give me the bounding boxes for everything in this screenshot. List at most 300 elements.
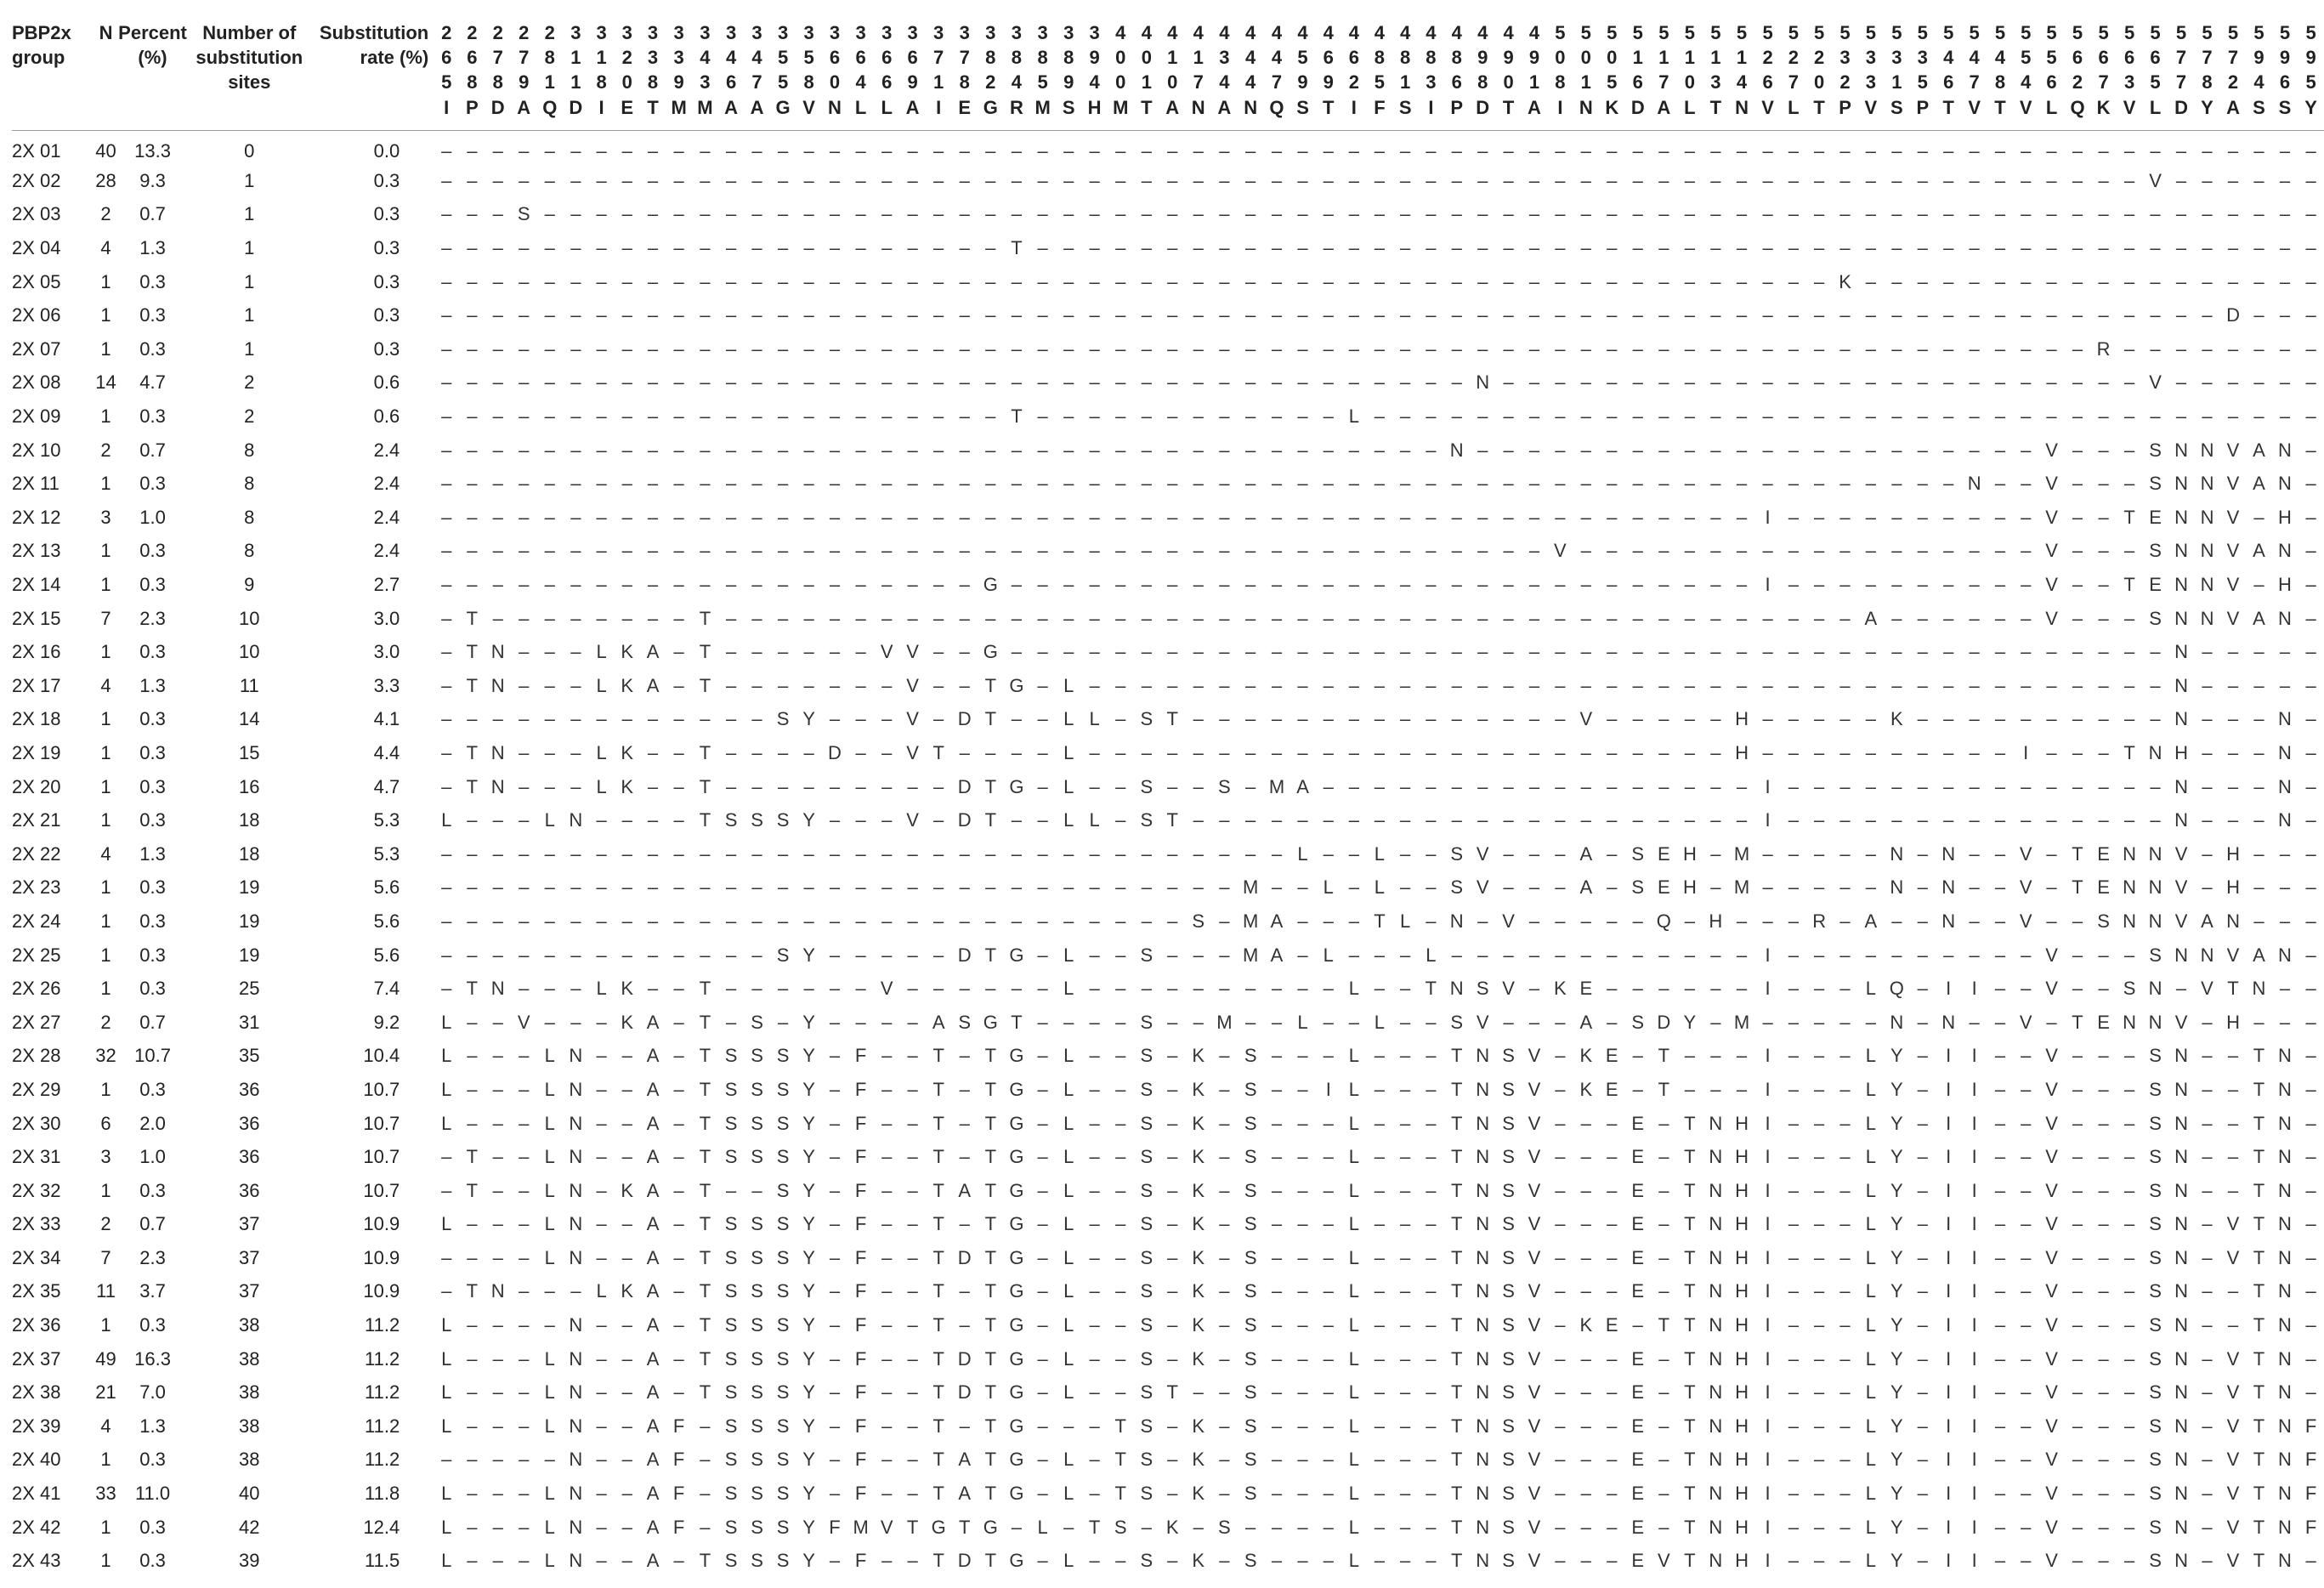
residue-cell: – (2123, 641, 2135, 663)
residue-cell: – (1400, 439, 1411, 461)
residue-cell: – (441, 473, 452, 495)
residue-cell: – (492, 506, 503, 528)
residue-cell: K (621, 1179, 634, 1201)
residue-cell: N (2200, 439, 2214, 461)
reference-residue: G (775, 97, 791, 118)
sites-cell: 42 (239, 1516, 260, 1538)
residue-cell: – (1839, 809, 1851, 831)
residue-cell: – (1607, 1483, 1618, 1505)
residue-cell: T (2253, 1179, 2265, 1201)
residue-cell: – (1632, 674, 1643, 696)
position-digit: 1 (1684, 47, 1695, 68)
residue-cell: – (1814, 775, 1825, 797)
residue-cell: – (1736, 304, 1748, 326)
position-digit: 0 (1115, 47, 1126, 68)
residue-cell: – (959, 270, 970, 292)
residue-cell: – (1323, 1415, 1334, 1437)
residue-cell: E (2097, 842, 2110, 865)
residue-cell: – (1684, 406, 1695, 428)
residue-cell: K (1165, 1516, 1179, 1538)
residue-cell: – (1607, 809, 1618, 831)
residue-cell: – (933, 540, 944, 562)
position-digit: 9 (1323, 71, 1334, 93)
residue-cell: – (441, 1246, 452, 1268)
residue-cell: – (829, 371, 841, 394)
residue-cell: I (1765, 1213, 1771, 1235)
residue-cell: N (2226, 910, 2240, 932)
position-digit: 4 (1271, 22, 1283, 43)
residue-cell: – (1865, 473, 1876, 495)
residue-cell: S (2149, 1045, 2162, 1067)
residue-cell: – (673, 169, 684, 191)
residue-cell: – (1063, 439, 1074, 461)
residue-cell: – (673, 1347, 684, 1370)
residue-cell: – (2202, 876, 2213, 899)
residue-cell: – (673, 674, 684, 696)
position-digit: 3 (1037, 22, 1048, 43)
residue-cell: – (1607, 741, 1618, 763)
table-header-row (12, 15, 2324, 131)
residue-cell: V (2226, 1246, 2240, 1268)
residue-cell: – (544, 574, 555, 596)
residue-cell: – (1658, 944, 1669, 966)
residue-cell: – (2305, 674, 2316, 696)
residue-cell: T (984, 708, 997, 730)
residue-cell: – (1167, 1246, 1178, 1268)
residue-cell: – (1374, 1415, 1386, 1437)
residue-cell: Y (1890, 1415, 1903, 1437)
group-cell: 2X 33 (12, 1213, 61, 1235)
residue-cell: – (1788, 1449, 1799, 1471)
residue-cell: – (1684, 506, 1695, 528)
residue-cell: – (1788, 741, 1799, 763)
residue-cell: – (1400, 169, 1411, 191)
residue-cell: – (1503, 270, 1514, 292)
residue-cell: L (1063, 1314, 1074, 1336)
residue-cell: – (1011, 876, 1023, 899)
residue-cell: – (1891, 944, 1902, 966)
residue-cell: – (441, 842, 452, 865)
residue-cell: V (2174, 876, 2188, 899)
residue-cell: – (1297, 1213, 1308, 1235)
sites-cell: 8 (244, 506, 255, 528)
residue-cell: T (699, 1381, 711, 1404)
residue-cell: – (1994, 1246, 2006, 1268)
residue-cell: T (1114, 1449, 1126, 1471)
residue-cell: – (907, 1179, 918, 1201)
residue-cell: – (1943, 169, 1954, 191)
residue-cell: – (2227, 1078, 2239, 1100)
rate-cell: 10.9 (363, 1280, 400, 1302)
residue-cell: T (1450, 1314, 1463, 1336)
residue-cell: E (1657, 842, 1670, 865)
residue-cell: – (1580, 1280, 1591, 1302)
residue-cell: V (1528, 1246, 1541, 1268)
residue-cell: S (1476, 978, 1489, 1000)
residue-cell: – (1503, 371, 1514, 394)
residue-cell: – (1037, 641, 1048, 663)
position-digit: 8 (492, 71, 503, 93)
position-header (2117, 15, 2142, 131)
position-digit: 4 (1736, 71, 1748, 93)
residue-cell: – (1089, 540, 1100, 562)
residue-cell: T (1684, 1246, 1696, 1268)
rate-cell: 5.3 (373, 842, 400, 865)
residue-cell: – (1788, 1045, 1799, 1067)
residue-cell: – (1451, 574, 1462, 596)
residue-cell: – (2227, 371, 2239, 394)
residue-cell: – (1426, 1078, 1437, 1100)
residue-cell: S (2149, 439, 2162, 461)
residue-cell: – (1426, 270, 1437, 292)
residue-cell: S (1140, 1246, 1153, 1268)
residue-cell: – (1348, 473, 1359, 495)
residue-cell: – (1503, 304, 1514, 326)
residue-cell: – (596, 473, 607, 495)
residue-cell: – (1426, 371, 1437, 394)
residue-cell: – (959, 169, 970, 191)
residue-cell: – (2098, 607, 2109, 629)
reference-residue: M (671, 97, 687, 118)
residue-cell: – (1400, 1045, 1411, 1067)
residue-cell: – (673, 708, 684, 730)
residue-cell: H (2278, 574, 2292, 596)
rate-cell: 11.2 (365, 1381, 400, 1404)
residue-cell: – (2253, 270, 2264, 292)
percent-cell: 0.3 (139, 1078, 166, 1100)
residue-cell: L (1089, 708, 1100, 730)
position-digit: 5 (2150, 22, 2161, 43)
residue-cell: – (2305, 169, 2316, 191)
residue-cell: – (441, 506, 452, 528)
position-digit: 1 (1167, 47, 1178, 68)
residue-cell: – (1426, 775, 1437, 797)
residue-cell: – (1736, 641, 1748, 663)
position-digit: 4 (1245, 22, 1256, 43)
residue-cell: – (803, 978, 814, 1000)
residue-cell: – (1115, 641, 1126, 663)
residue-cell: – (1063, 641, 1074, 663)
residue-cell: S (751, 1483, 763, 1505)
residue-cell: Y (802, 809, 815, 831)
residue-cell: – (2046, 674, 2057, 696)
residue-cell: T (1450, 1078, 1463, 1100)
residue-cell: – (1632, 506, 1643, 528)
residue-cell: – (777, 540, 789, 562)
residue-cell: – (2021, 1449, 2032, 1471)
residue-cell: – (803, 574, 814, 596)
residue-cell: – (467, 1011, 478, 1033)
residue-cell: – (1917, 1112, 1928, 1134)
group-cell: 2X 41 (12, 1483, 61, 1505)
residue-cell: – (1245, 708, 1256, 730)
position-digit: 3 (1219, 47, 1230, 68)
residue-cell: – (1323, 674, 1334, 696)
residue-cell: – (1528, 607, 1540, 629)
residue-cell: – (647, 506, 659, 528)
residue-cell: L (1865, 1347, 1876, 1370)
residue-cell: – (1374, 1550, 1386, 1572)
sites-cell: 10 (239, 641, 260, 663)
residue-cell: – (777, 473, 789, 495)
residue-cell: T (1450, 1246, 1463, 1268)
rate-cell: 5.6 (373, 876, 400, 899)
residue-cell: – (570, 506, 581, 528)
residue-cell: – (1839, 607, 1851, 629)
reference-residue: A (517, 97, 531, 118)
residue-cell: – (1555, 1449, 1566, 1471)
residue-cell: – (1323, 1246, 1334, 1268)
residue-cell: – (1710, 506, 1721, 528)
residue-cell: – (1580, 674, 1591, 696)
residue-cell: I (1946, 1246, 1952, 1268)
residue-cell: – (1115, 139, 1126, 162)
residue-cell: N (2200, 607, 2214, 629)
residue-cell: – (2305, 203, 2316, 225)
residue-cell: – (1167, 842, 1178, 865)
residue-cell: – (1736, 809, 1748, 831)
residue-cell: – (1374, 237, 1386, 259)
position-header (1367, 15, 1392, 131)
residue-cell: – (1528, 910, 1540, 932)
residue-cell: – (2305, 1078, 2316, 1100)
residue-cell: F (854, 1213, 867, 1235)
residue-cell: – (2021, 1483, 2032, 1505)
residue-cell: – (1839, 203, 1851, 225)
residue-cell: – (1167, 1146, 1178, 1168)
residue-cell: – (2098, 1078, 2109, 1100)
residue-cell: – (1323, 809, 1334, 831)
residue-cell: N (569, 1246, 583, 1268)
residue-cell: – (2072, 1347, 2083, 1370)
residue-cell: – (881, 1179, 893, 1201)
residue-cell: – (570, 910, 581, 932)
residue-cell: – (467, 1246, 478, 1268)
residue-cell: – (596, 540, 607, 562)
residue-cell: – (1374, 1146, 1386, 1168)
percent-cell: 0.3 (139, 944, 166, 966)
residue-cell: – (2279, 842, 2291, 865)
residue-cell: F (854, 1483, 867, 1505)
substitution-table (12, 15, 2324, 1578)
residue-cell: – (1219, 944, 1230, 966)
residue-cell: – (959, 1415, 970, 1437)
residue-cell: – (1297, 203, 1308, 225)
residue-cell: – (441, 1449, 452, 1471)
residue-cell: – (1271, 1112, 1283, 1134)
rate-cell: 0.3 (373, 237, 400, 259)
n-cell: 1 (100, 1179, 111, 1201)
residue-cell: N (1709, 1213, 1723, 1235)
residue-cell: – (1555, 1045, 1566, 1067)
position-digit: 9 (1503, 47, 1514, 68)
residue-cell: – (519, 1516, 530, 1538)
sites-cell: 1 (244, 270, 255, 292)
residue-cell: – (1219, 876, 1230, 899)
residue-cell: – (596, 169, 607, 191)
residue-cell: – (1917, 1246, 1928, 1268)
residue-cell: T (984, 1045, 997, 1067)
residue-cell: – (1115, 1011, 1126, 1033)
residue-cell: L (1063, 1078, 1074, 1100)
reference-residue: N (828, 97, 842, 118)
residue-cell: – (2123, 139, 2135, 162)
residue-cell: – (881, 540, 893, 562)
residue-cell: – (1037, 1415, 1048, 1437)
residue-cell: – (2123, 1146, 2135, 1168)
residue-cell: – (881, 203, 893, 225)
residue-cell: – (1089, 1280, 1100, 1302)
residue-cell: – (1400, 674, 1411, 696)
residue-cell: L (1063, 1280, 1074, 1302)
residue-cell: – (2072, 506, 2083, 528)
rate-cell: 2.4 (373, 473, 400, 495)
residue-cell: N (2174, 674, 2188, 696)
position-digit: 9 (1297, 71, 1308, 93)
residue-cell: – (1426, 1516, 1437, 1538)
residue-cell: – (2305, 439, 2316, 461)
residue-cell: – (881, 775, 893, 797)
residue-cell: N (2148, 842, 2162, 865)
residue-cell: – (1426, 237, 1437, 259)
residue-cell: – (492, 237, 503, 259)
residue-cell: – (959, 304, 970, 326)
residue-cell: A (646, 1347, 660, 1370)
residue-cell: – (1426, 1045, 1437, 1067)
residue-cell: – (1037, 944, 1048, 966)
residue-cell: – (2227, 1179, 2239, 1201)
residue-cell: – (2227, 674, 2239, 696)
residue-cell: – (2202, 1011, 2213, 1033)
residue-cell: S (776, 1045, 790, 1067)
position-digit: 4 (2021, 71, 2032, 93)
residue-cell: – (1037, 809, 1048, 831)
residue-cell: – (1658, 1483, 1669, 1505)
residue-cell: A (646, 1415, 660, 1437)
residue-cell: – (544, 674, 555, 696)
residue-cell: – (1400, 237, 1411, 259)
residue-cell: – (1037, 1045, 1048, 1067)
residue-cell: – (492, 304, 503, 326)
residue-cell: – (1089, 1483, 1100, 1505)
residue-cell: – (2202, 337, 2213, 360)
residue-cell: E (2097, 876, 2110, 899)
position-digit: 1 (570, 47, 581, 68)
residue-cell: T (1166, 1381, 1178, 1404)
position-digit: 5 (1607, 22, 1618, 43)
position-digit: 5 (1917, 71, 1928, 93)
residue-cell: – (467, 910, 478, 932)
residue-cell: – (570, 641, 581, 663)
residue-cell: – (1891, 439, 1902, 461)
residue-cell: – (1632, 809, 1643, 831)
residue-cell: – (1374, 1516, 1386, 1538)
n-cell: 1 (100, 978, 111, 1000)
percent-cell: 0.3 (139, 741, 166, 763)
residue-cell: I (1765, 1314, 1771, 1336)
residue-cell: – (881, 371, 893, 394)
residue-cell: – (1814, 473, 1825, 495)
residue-cell: N (2123, 1011, 2137, 1033)
residue-cell: – (1115, 169, 1126, 191)
residue-cell: N (2174, 1078, 2188, 1100)
residue-cell: – (1271, 574, 1283, 596)
rate-cell: 4.1 (373, 708, 400, 730)
residue-cell: – (1607, 139, 1618, 162)
residue-cell: – (1089, 203, 1100, 225)
residue-cell: – (1684, 371, 1695, 394)
residue-cell: – (1994, 1146, 2006, 1168)
reference-residue: M (1034, 97, 1051, 118)
residue-cell: – (1297, 1483, 1308, 1505)
residue-cell: – (2253, 1011, 2264, 1033)
residue-cell: – (1297, 304, 1308, 326)
residue-cell: K (621, 1280, 634, 1302)
residue-cell: V (2045, 1280, 2058, 1302)
residue-cell: – (2202, 1314, 2213, 1336)
residue-cell: – (700, 337, 711, 360)
residue-cell: – (1632, 978, 1643, 1000)
residue-cell: F (672, 1449, 685, 1471)
residue-cell: S (1502, 1449, 1515, 1471)
residue-cell: L (544, 1146, 555, 1168)
residue-cell: S (2149, 1146, 2162, 1168)
residue-cell: L (1400, 910, 1411, 932)
residue-cell: L (1865, 1045, 1876, 1067)
residue-cell: – (467, 1550, 478, 1572)
residue-cell: – (1917, 1550, 1928, 1572)
residue-cell: – (959, 406, 970, 428)
group-cell: 2X 09 (12, 406, 61, 428)
residue-cell: – (1969, 270, 1980, 292)
residue-cell: V (517, 1011, 530, 1033)
residue-cell: – (1400, 304, 1411, 326)
residue-cell: – (1297, 1112, 1308, 1134)
residue-cell: – (2072, 708, 2083, 730)
residue-cell: – (492, 876, 503, 899)
residue-cell: – (1503, 809, 1514, 831)
residue-cell: – (519, 876, 530, 899)
reference-residue: E (621, 97, 634, 118)
table-row (12, 1174, 2324, 1208)
residue-cell: – (492, 169, 503, 191)
residue-cell: – (1788, 203, 1799, 225)
residue-cell: – (1115, 1550, 1126, 1572)
residue-cell: L (1063, 944, 1074, 966)
residue-cell: – (1994, 674, 2006, 696)
residue-cell: L (441, 1415, 452, 1437)
residue-cell: V (1528, 1078, 1541, 1100)
position-digit: 6 (1348, 47, 1359, 68)
residue-cell: L (1865, 1213, 1876, 1235)
residue-cell: – (2098, 1314, 2109, 1336)
residue-cell: D (828, 741, 842, 763)
residue-cell: – (1580, 809, 1591, 831)
residue-cell: – (2021, 1381, 2032, 1404)
residue-cell: – (1607, 607, 1618, 629)
residue-cell: – (621, 1415, 632, 1437)
residue-cell: L (441, 809, 452, 831)
residue-cell: – (959, 506, 970, 528)
residue-cell: – (725, 741, 737, 763)
residue-cell: – (1943, 304, 1954, 326)
residue-cell: – (1167, 574, 1178, 596)
residue-cell: – (1219, 1146, 1230, 1168)
residue-cell: – (2305, 708, 2316, 730)
residue-cell: – (1037, 842, 1048, 865)
residue-cell: – (1348, 540, 1359, 562)
residue-cell: – (647, 708, 659, 730)
